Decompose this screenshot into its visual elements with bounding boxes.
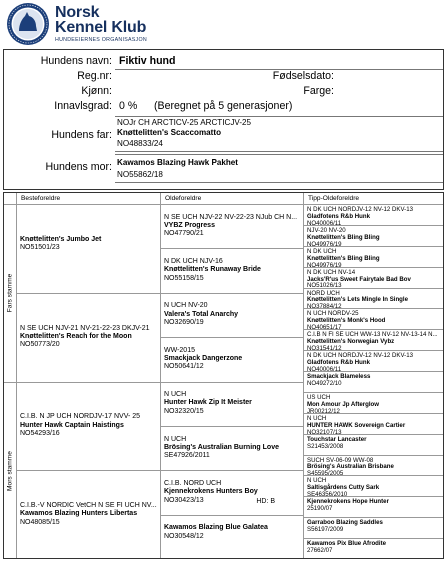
dog-name: Hunter Hawk Captain Haistings: [20, 421, 124, 429]
inbreeding-note: (Beregnet på 5 generasjoner): [154, 100, 293, 112]
reg-row: [4, 69, 443, 83]
pedigree-cell-content: [307, 478, 441, 497]
pedigree-cell-gggp-4: [304, 268, 444, 289]
dog-reg: NO31541/12: [307, 345, 342, 352]
inbreeding-value: 0 %: [119, 100, 138, 112]
dog-reg: NO49976/19: [307, 240, 342, 247]
name-value: Fiktiv hund: [119, 55, 176, 67]
mors-stamme-label: Mors stamme: [6, 450, 14, 491]
dog-reg: JR00212/12: [307, 407, 340, 414]
pedigree-cell-ggp-7: [161, 471, 304, 515]
dog-titles: N SE UCH NJV-21 NV-21-22-23 DKJV-21: [20, 324, 150, 332]
pedigree-cell-content: [164, 518, 300, 541]
dog-titles: NJV-20 NV-20: [307, 226, 346, 234]
pedigree-cell-content: [307, 374, 441, 388]
dog-name: Smackjack Dangerzone: [164, 355, 243, 363]
dog-titles: N UCH: [164, 435, 187, 443]
dog-info-box: [3, 49, 444, 190]
dog-name: VYBZ Progress: [164, 221, 215, 229]
logo-text: [55, 5, 147, 43]
dog-name: Brösing's Australian Brisbane: [307, 463, 394, 471]
fars-stamme-label-cell: [4, 205, 17, 383]
dog-titles: N UCH: [164, 391, 187, 399]
pedigree-cell-ggp-8: [161, 516, 304, 559]
dog-titles: US UCH: [307, 393, 331, 401]
father-label: Hundens far:: [51, 129, 112, 141]
dog-titles: N DK UCH NORDJV-12 NV-12 DKV-13: [307, 206, 413, 213]
pedigree-header-3: Tipp-Oldeforeldre: [304, 193, 444, 205]
sex-row: [4, 84, 443, 98]
pedigree-cell-content: [20, 385, 157, 439]
dog-titles: C.I.B. NORD UCH: [164, 479, 222, 487]
dog-titles: NORD UCH: [307, 289, 340, 297]
dog-reg: SE47926/2011: [164, 452, 210, 460]
pedigree-cell-content: [20, 296, 157, 350]
pedigree-cell-gggp-16: [304, 518, 444, 539]
dog-name: Hunter Hawk Zip It Meister: [164, 399, 252, 407]
pedigree-cell-gggp-12: [304, 435, 444, 456]
dog-titles: N DK UCH NJV-16: [164, 258, 223, 266]
pedigree-cell-gp-3: [17, 383, 161, 472]
pedigree-cell-content: [307, 311, 441, 330]
dog-reg: NO49272/10: [307, 379, 342, 387]
pedigree-cell-content: [164, 251, 300, 283]
pedigree-cell-content: [164, 340, 300, 372]
sex-label: Kjønn:: [81, 85, 112, 97]
mother-name: Kawamos Blazing Hawk Pakhet: [117, 158, 238, 167]
dog-name: Kjennekrokens Hope Hunter: [307, 498, 389, 506]
father-bottomline: [115, 151, 443, 152]
pedigree-cell-content: [307, 395, 441, 414]
pedigree-cell-gggp-2: [304, 226, 444, 247]
pedigree-cell-content: [164, 429, 300, 461]
pedigree-table: [3, 192, 444, 559]
dog-reg: 25190/07: [307, 505, 333, 513]
dog-reg: NO50773/20: [20, 341, 60, 349]
fars-stamme-label: Fars stamme: [6, 274, 14, 313]
pedigree-cell-gggp-17: [304, 539, 444, 559]
dog-name: Kawamos Blazing Blue Galatea: [164, 524, 268, 532]
pedigree-cell-content: [307, 437, 441, 451]
dog-titles: N DK UCH: [307, 247, 337, 255]
dog-name: Gladfotens R&b Hunk: [307, 359, 370, 367]
dog-name: Valera's Total Anarchy: [164, 310, 239, 318]
dog-hd-score: HD: B: [256, 497, 275, 505]
dog-name: Mon Amour Jp Afterglow: [307, 400, 379, 408]
dog-reg: NO51501/23: [20, 244, 60, 252]
dog-reg: S21453/2008: [307, 442, 344, 450]
dog-reg: S56197/2009: [307, 526, 344, 534]
pedigree-header-corner: [4, 193, 17, 205]
pedigree-cell-content: [307, 416, 441, 435]
father-name: Knøttelitten's Scaccomatto: [117, 128, 222, 137]
pedigree-cell-ggp-6: [161, 427, 304, 471]
header: [4, 2, 444, 48]
dog-titles: C.I.B N FI SE UCH WW-13 NV-12 NV-13-14 N...: [307, 331, 438, 339]
pedigree-cell-gggp-14: [304, 476, 444, 497]
dog-name: Gladfotens R&b Hunk: [307, 212, 370, 220]
dog-titles: N UCH NORDV-25: [307, 310, 359, 318]
pedigree-cell-gggp-3: [304, 247, 444, 268]
pedigree-cell-content: [164, 473, 300, 505]
pedigree-cell-ggp-5: [161, 383, 304, 427]
reg-label: Reg.nr:: [77, 70, 112, 82]
dog-name: Kawamos Blazing Hunters Libertas: [20, 510, 138, 518]
dog-titles: N DK UCH NV-14: [307, 268, 356, 276]
pedigree-cell-content: [20, 207, 157, 252]
pedigree-cell-gggp-5: [304, 289, 444, 310]
inbreeding-row: [4, 99, 443, 113]
dog-name: Saltisgårdens Cutty Sark: [307, 484, 380, 492]
dog-name: Knøttelitten's Reach for the Moon: [20, 332, 132, 340]
dog-reg: NO37884/12: [307, 303, 342, 310]
pedigree-cell-content: [307, 458, 441, 477]
pedigree-header-1: Besteforeldre: [17, 193, 161, 205]
dog-name: Kawamos Pix Blue Afrodite: [307, 540, 387, 548]
pedigree-cell-content: [307, 228, 441, 247]
dog-name: HUNTER HAWK Sovereign Cartier: [307, 421, 406, 429]
pedigree-cell-content: [307, 207, 441, 226]
dog-titles: C.I.B. N JP UCH NORDJV-17 NVV- 25: [20, 413, 141, 421]
dog-reg: NO50641/12: [164, 363, 204, 371]
pedigree-cell-content: [307, 520, 441, 534]
pedigree-cell-ggp-2: [161, 249, 304, 293]
pedigree-header-2: Oldeforeldre: [161, 193, 304, 205]
pedigree-cell-gggp-8: [304, 351, 444, 372]
dog-reg: NO40006/11: [307, 365, 342, 373]
inbreeding-label: Innavlsgrad:: [54, 100, 112, 112]
pedigree-cell-gp-2: [17, 294, 161, 383]
pedigree-cell-content: [307, 499, 441, 513]
dog-titles: N UCH: [307, 414, 327, 422]
dog-titles: N SE UCH NJV-22 NV-22-23 NJub CH N...: [164, 213, 298, 221]
pedigree-cell-content: [307, 270, 441, 289]
pedigree-cell-gggp-13: [304, 456, 444, 477]
dog-name: Brösing's Australian Burning Love: [164, 443, 279, 451]
pedigree-cell-gggp-11: [304, 414, 444, 435]
pedigree-cell-content: [307, 249, 441, 268]
dog-reg: NO47790/21: [164, 230, 204, 238]
dog-titles: WW-2015: [164, 346, 195, 354]
dog-reg: NO30423/13: [164, 496, 204, 504]
dog-titles: C.I.B.-V NORDIC VetCH N SE FI UCH NV...: [20, 502, 157, 510]
pedigree-cell-content: [20, 473, 157, 527]
mother-topline: [115, 154, 443, 155]
pedigree-cell-gggp-7: [304, 330, 444, 351]
pedigree-cell-content: [307, 353, 441, 372]
pedigree-cell-gggp-6: [304, 309, 444, 330]
dog-reg: 27662/07: [307, 547, 333, 555]
dog-reg: NO55158/15: [164, 274, 204, 282]
dog-titles: N UCH: [307, 477, 327, 485]
pedigree-cell-gggp-1: [304, 205, 444, 226]
father-topline: [115, 116, 443, 117]
nkk-logo-icon: [6, 2, 50, 46]
pedigree-cell-content: [307, 541, 441, 555]
dog-name: Garraboo Blazing Saddles: [307, 519, 383, 527]
pedigree-cell-ggp-4: [161, 338, 304, 382]
pedigree-cell-gp-1: [17, 205, 161, 294]
birth-label: Fødselsdato:: [272, 70, 334, 82]
dog-reg: S45595/2005: [307, 470, 344, 477]
dog-reg: NO49976/19: [307, 261, 342, 268]
father-reg: NO48833/24: [117, 139, 163, 148]
pedigree-cell-content: [164, 385, 300, 417]
pedigree-cell-gggp-9: [304, 372, 444, 393]
dog-reg: NO30548/12: [164, 532, 204, 540]
dog-reg: NO32320/15: [164, 407, 204, 415]
dog-reg: NO48085/15: [20, 518, 60, 526]
dog-name: Kjennekrokens Hunters Boy: [164, 488, 258, 496]
dog-name: Smackjack Blameless: [307, 373, 371, 381]
dog-reg: SE46356/2010: [307, 491, 348, 498]
mors-stamme-label-cell: [4, 383, 17, 560]
dog-titles: N UCH NV-20: [164, 302, 208, 310]
mother-label: Hundens mor:: [45, 161, 112, 173]
dog-name: Knøttelitten's Monk's Hood: [307, 317, 386, 325]
dog-reg: NO40651/17: [307, 324, 342, 331]
dog-reg: NO32690/19: [164, 319, 204, 327]
dog-name: Knøttelitten's Norwegian Vybz: [307, 338, 395, 346]
pedigree-cell-gggp-15: [304, 497, 444, 518]
dog-titles: N DK UCH NORDJV-12 NV-12 DKV-13: [307, 352, 413, 360]
dog-name: Knøttelitten's Bling Bling: [307, 254, 380, 262]
pedigree-cell-gggp-10: [304, 393, 444, 414]
mother-bottomline: [115, 182, 443, 183]
name-label: Hundens navn:: [40, 55, 112, 67]
pedigree-cell-content: [164, 207, 300, 239]
dog-reg: NO40006/11: [307, 219, 342, 226]
mother-reg: NO55862/18: [117, 170, 163, 179]
dog-reg: NO51026/13: [307, 282, 342, 289]
pedigree-cell-gp-4: [17, 471, 161, 559]
dog-name: Knøttelitten's Runaway Bride: [164, 266, 261, 274]
dog-reg: NO54293/16: [20, 429, 60, 437]
dog-titles: SUCH SV-06-09 WW-08: [307, 456, 374, 464]
dog-name: Knøttelitten's Jumbo Jet: [20, 235, 102, 243]
pedigree-cell-content: [307, 332, 441, 351]
dog-name: Touchstar Lancaster: [307, 435, 367, 443]
pedigree-cell-ggp-3: [161, 294, 304, 338]
dog-name: Jacks'R'us Sweet Fairytale Bad Bov: [307, 275, 411, 283]
color-label: Farge:: [303, 85, 334, 97]
dog-reg: NO32107/13: [307, 428, 342, 435]
dog-name: Knøttelitten's Lets Mingle In Single: [307, 296, 408, 304]
logo-subtitle: HUNDEEIERNES ORGANISASJON: [55, 37, 147, 43]
father-titles: NOJr CH ARCTICV-25 ARCTICJV-25: [117, 118, 252, 127]
pedigree-cell-content: [307, 291, 441, 310]
pedigree-cell-ggp-1: [161, 205, 304, 249]
pedigree-cell-content: [164, 296, 300, 328]
logo-line-2: Kennel Klub: [55, 19, 147, 36]
dog-name: Knøttelitten's Bling Bling: [307, 233, 380, 241]
logo-line-1: Norsk: [55, 4, 100, 21]
name-row: [4, 54, 443, 68]
